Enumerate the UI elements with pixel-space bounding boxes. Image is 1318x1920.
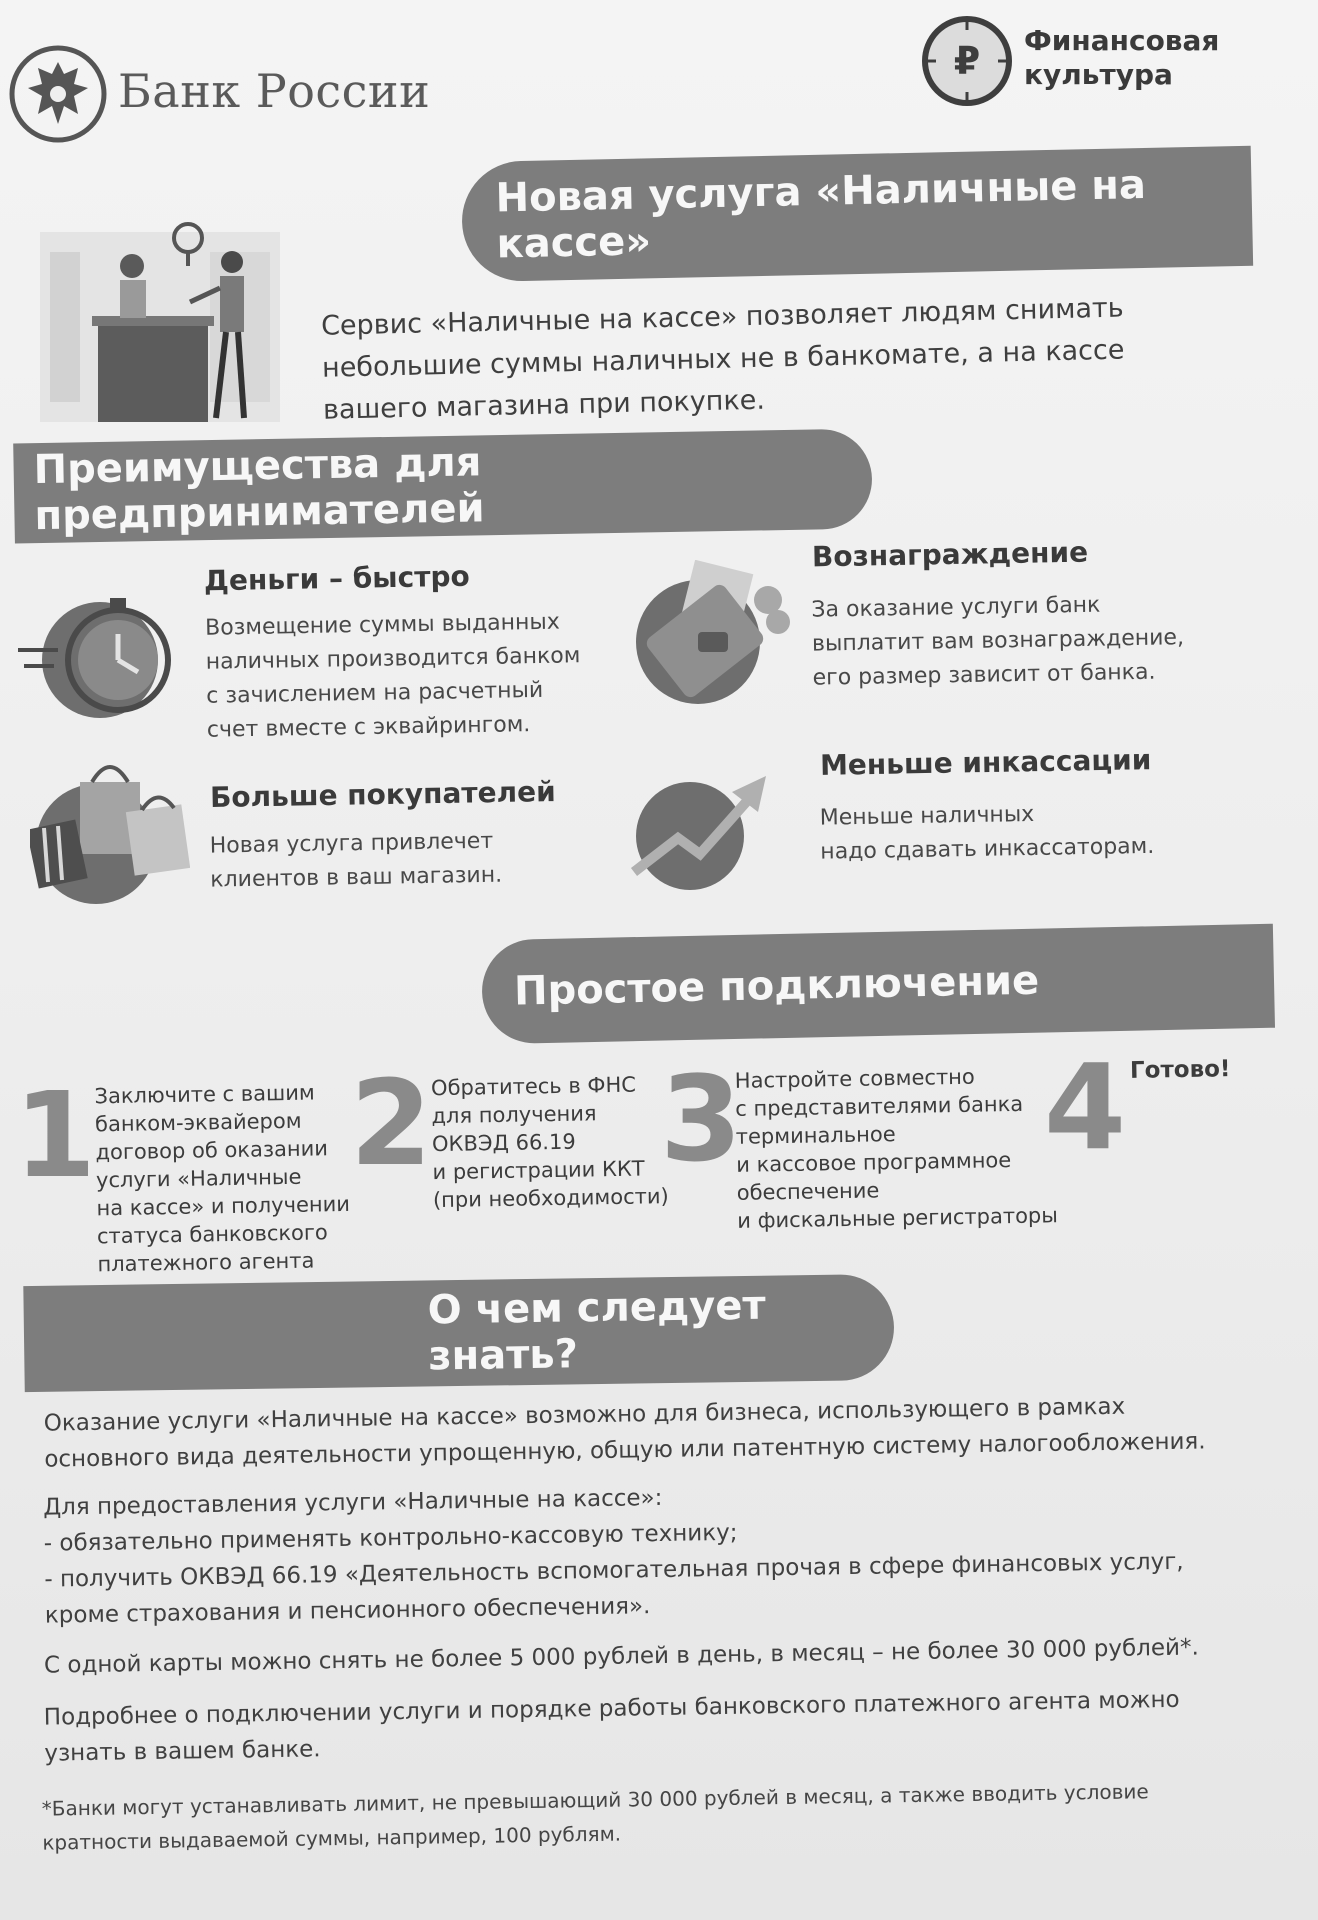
benefit-reward-text	[811, 586, 1233, 695]
step-number-4: 4	[1044, 1038, 1127, 1176]
wallet-icon	[628, 560, 798, 710]
info-line: - обязательно применять контрольно-кассовую технику;	[43, 1519, 738, 1557]
step-line: услуги «Наличные	[95, 1164, 302, 1193]
intro-line: небольшие суммы наличных не в банкомате, а на кассе	[321, 334, 1125, 384]
step-line: Заключите с вашим	[94, 1080, 315, 1109]
fin-culture-line1: Финансовая	[1024, 24, 1220, 57]
connection-title: Простое подключение	[513, 957, 1040, 1015]
info-line: - получить ОКВЭД 66.19 «Деятельность вспомогательная прочая в сфере финансовых услуг,	[44, 1548, 1184, 1593]
step-line: на кассе» и получении	[96, 1191, 351, 1221]
benefit-line: За оказание услуги банк	[811, 592, 1101, 623]
step-2-text	[431, 1070, 683, 1214]
ruble-symbol: ₽	[953, 39, 981, 83]
benefits-title: Преимущества для предпринимателей	[33, 439, 485, 540]
step-line: (при необходимости)	[432, 1184, 669, 1213]
info-paragraph-4	[44, 1680, 1275, 1771]
benefit-line: выплатит вам вознаграждение,	[811, 625, 1185, 657]
connection-title-banner	[481, 924, 1275, 1045]
info-paragraph-1	[44, 1386, 1275, 1477]
step-number-1: 1	[14, 1066, 97, 1204]
benefit-less-collection-title: Меньше инкассации	[819, 743, 1152, 782]
fin-culture-line2: культура	[1024, 58, 1173, 91]
info-line: кроме страхования и пенсионного обеспечения».	[44, 1593, 651, 1629]
benefit-line: надо сдавать инкассаторам.	[820, 833, 1155, 865]
step-line: Обратитесь в ФНС	[430, 1072, 637, 1101]
stopwatch-icon	[18, 590, 178, 720]
info-line: основного вида деятельности упрощенную, общую или патентную систему налогообложения.	[44, 1428, 1206, 1473]
benefit-line: Новая услуга привлечет	[209, 828, 494, 859]
footnote	[42, 1772, 1273, 1859]
service-title: Новая услуга «Наличные на кассе»	[495, 161, 1147, 268]
benefit-line: счет вместе с эквайрингом.	[206, 712, 531, 743]
growth-arrow-icon	[630, 772, 780, 892]
info-line: узнать в вашем банке.	[44, 1736, 321, 1767]
bank-of-russia-eagle-icon	[8, 44, 108, 144]
info-paragraph-2	[43, 1470, 1275, 1633]
step-1-text	[94, 1078, 367, 1279]
benefit-fast-money-text	[205, 604, 637, 747]
info-line: Оказание услуги «Наличные на кассе» возможно для бизнеса, использующего в рамках	[43, 1393, 1126, 1437]
step-line: обеспечение	[736, 1178, 880, 1205]
financial-culture-label	[1024, 24, 1219, 92]
service-title-banner	[461, 146, 1253, 283]
footnote-line: кратности выдаваемой суммы, например, 100 рублям.	[42, 1821, 622, 1855]
step-line: Готово!	[1129, 1056, 1231, 1084]
step-line: Настройте совместно	[734, 1064, 975, 1093]
benefit-line: его размер зависит от банка.	[812, 659, 1156, 691]
benefit-more-customers-title: Больше покупателей	[209, 774, 556, 815]
step-line: статуса банковского	[96, 1220, 329, 1249]
step-line: банком-эквайером	[94, 1108, 302, 1137]
step-line: платежного агента	[97, 1248, 315, 1277]
benefit-line: с зачислением на расчетный	[206, 677, 544, 709]
info-line: Подробнее о подключении услуги и порядке работы банковского платежного агента можно	[43, 1686, 1180, 1731]
info-paragraph-3	[44, 1628, 1274, 1683]
benefit-line: Возмещение суммы выданных	[204, 609, 561, 641]
footnote-line: *Банки могут устанавливать лимит, не превышающий 30 000 рублей в месяц, а также вводить условие	[41, 1779, 1149, 1821]
step-3-text	[735, 1061, 1068, 1235]
step-line: договор об оказании	[95, 1136, 329, 1165]
step-line: с представителями банка	[735, 1091, 1024, 1121]
step-line: и фискальные регистраторы	[737, 1203, 1059, 1233]
step-number-3: 3	[660, 1050, 743, 1188]
benefit-line: Меньше наличных	[819, 801, 1035, 831]
step-line: и регистрации ККТ	[432, 1156, 645, 1185]
benefit-reward-title: Вознаграждение	[811, 535, 1089, 574]
cashier-illustration	[40, 222, 280, 422]
step-line: и кассовое программное	[736, 1148, 1012, 1177]
step-4-text	[1130, 1055, 1231, 1085]
benefit-more-customers-text	[209, 822, 630, 897]
step-line: терминальное	[735, 1122, 896, 1149]
bank-name: Банк России	[118, 64, 431, 118]
step-line: для получения	[431, 1101, 597, 1129]
step-number-2: 2	[350, 1054, 433, 1192]
benefit-line: наличных производится банком	[205, 643, 581, 675]
benefit-less-collection-text	[819, 794, 1240, 869]
benefits-title-banner	[13, 429, 873, 544]
ruble-coin-icon	[920, 14, 1014, 108]
intro-line: вашего магазина при покупке.	[322, 384, 766, 426]
step-line: ОКВЭД 66.19	[431, 1129, 576, 1157]
intro-line: Сервис «Наличные на кассе» позволяет людям снимать	[320, 292, 1124, 342]
info-title-banner	[23, 1274, 894, 1392]
info-title: О чем следует знать?	[427, 1282, 766, 1380]
info-line: Для предоставления услуги «Наличные на кассе»:	[43, 1484, 663, 1521]
info-line: С одной карты можно снять не более 5 000 рублей в день, в месяц – не более 30 000 рублей*.	[43, 1634, 1200, 1679]
benefit-fast-money-title: Деньги – быстро	[203, 559, 470, 598]
shopping-bags-icon	[30, 752, 190, 908]
benefit-line: клиентов в ваш магазин.	[210, 862, 503, 893]
service-intro	[321, 286, 1184, 431]
